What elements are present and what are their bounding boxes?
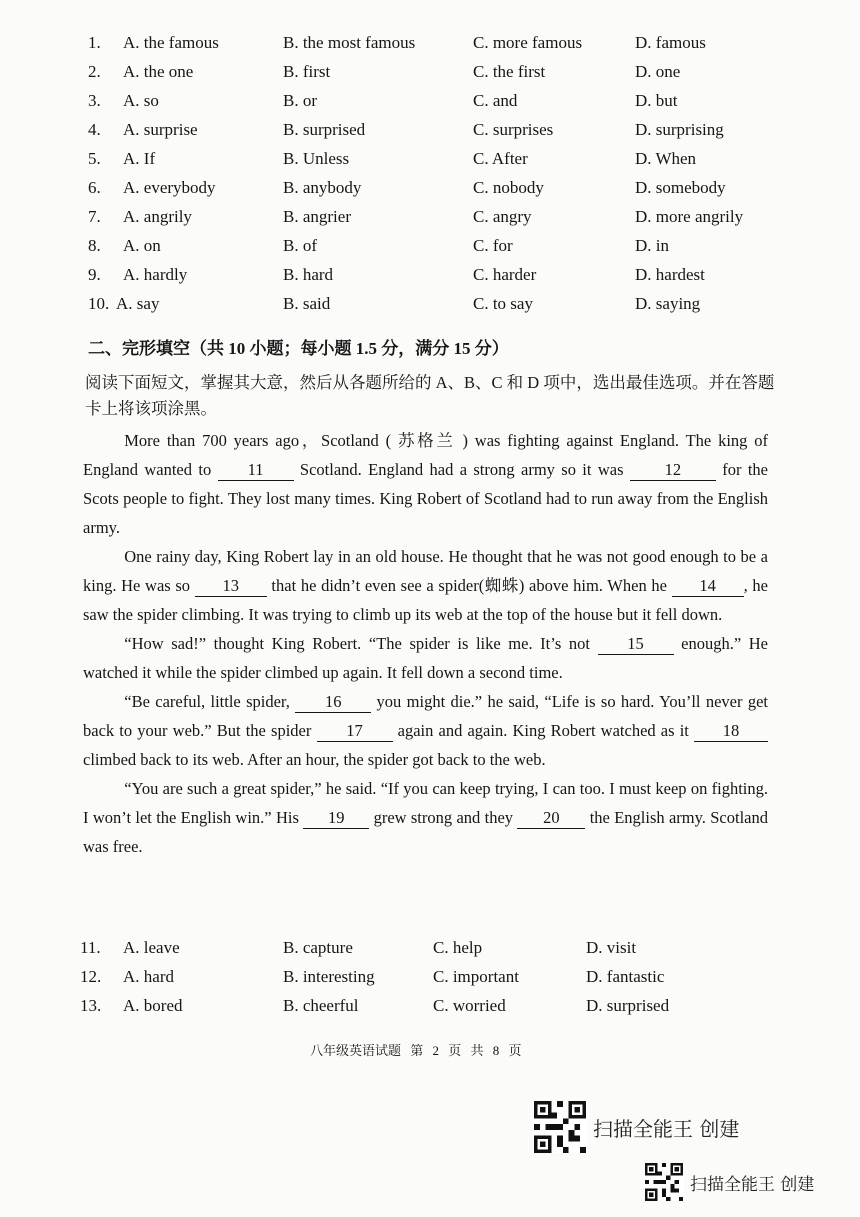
option-a: A. so [123, 91, 159, 110]
option-row [88, 294, 808, 322]
option-b: B. hard [283, 265, 334, 284]
option-d: D. somebody [635, 178, 726, 197]
scanner-watermark [644, 1163, 814, 1201]
blank-17: 17 [317, 721, 393, 742]
passage-text: “Be careful, little spider, [124, 692, 296, 711]
option-row [80, 996, 780, 1024]
passage-text: “You are such a great spider,” he said. “If you can keep trying, I can too. I must keep on fighting. I won’t let the English win.” His [83, 779, 768, 827]
option-row [88, 62, 808, 90]
option-a: A. If [123, 149, 156, 168]
option-d: D. famous [635, 33, 706, 52]
paragraph [83, 774, 768, 861]
question-number: 12. [80, 967, 102, 986]
option-d: D. surprised [586, 996, 670, 1015]
question-number: 5. [88, 149, 101, 168]
option-a: A. angrily [123, 207, 192, 226]
passage-text: grew strong and they [369, 808, 518, 827]
option-c: C. more famous [473, 33, 583, 52]
option-a: A. everybody [123, 178, 216, 197]
option-d: D. fantastic [586, 967, 665, 986]
qr-code-icon [644, 1163, 684, 1201]
option-a: A. the famous [123, 33, 219, 52]
option-c: C. important [433, 967, 519, 986]
paragraph [83, 629, 768, 687]
option-row [88, 91, 808, 119]
question-number: 11. [80, 938, 101, 957]
question-number: 1. [88, 33, 101, 52]
question-number: 13. [80, 996, 102, 1015]
option-d: D. more angrily [635, 207, 744, 226]
section-heading: 二、完形填空（共 10 小题；每小题 1.5 分，满分 15 分） [88, 339, 509, 358]
question-number: 8. [88, 236, 101, 255]
watermark-text: 扫描全能王 创建 [593, 1116, 740, 1141]
cloze-passage [83, 426, 768, 861]
question-number: 9. [88, 265, 101, 284]
option-a: A. say [116, 294, 160, 313]
paragraph [83, 542, 768, 629]
option-row [88, 33, 808, 61]
question-number: 7. [88, 207, 101, 226]
option-c: C. worried [433, 996, 506, 1015]
option-d: D. one [635, 62, 681, 81]
option-c: C. surprises [473, 120, 554, 139]
option-b: B. said [283, 294, 331, 313]
blank-14: 14 [672, 576, 744, 597]
blank-18: 18 [694, 721, 768, 742]
option-d: D. When [635, 149, 697, 168]
option-d: D. in [635, 236, 669, 255]
option-row [80, 938, 780, 966]
option-a: A. leave [123, 938, 180, 957]
passage-text: for the Scots people to fight. They lost many times. King Robert of Scotland had to run away from the English army. [83, 460, 769, 537]
option-b: B. Unless [283, 149, 350, 168]
option-a: A. bored [123, 996, 183, 1015]
passage-text: , he saw the spider climbing. It was trying to climb up its web at the top of the house but it fell down. [83, 576, 768, 624]
option-a: A. hard [123, 967, 174, 986]
option-c: C. the first [473, 62, 546, 81]
passage-text: Scotland. England had a strong army so it was [293, 460, 630, 479]
question-number: 4. [88, 120, 101, 139]
option-d: D. hardest [635, 265, 705, 284]
blank-20: 20 [517, 808, 585, 829]
option-row [88, 236, 808, 264]
option-b: B. of [283, 236, 317, 255]
option-c: C. angry [473, 207, 532, 226]
option-b: B. capture [283, 938, 353, 957]
option-row [88, 149, 808, 177]
option-row [88, 207, 808, 235]
option-b: B. angrier [283, 207, 351, 226]
blank-12: 12 [630, 460, 716, 481]
blank-15: 15 [598, 634, 674, 655]
option-b: B. or [283, 91, 317, 110]
passage-text: again and again. King Robert watched as it [392, 721, 695, 740]
option-row [88, 120, 808, 148]
option-d: D. surprising [635, 120, 724, 139]
option-b: B. first [283, 62, 331, 81]
option-c: C. for [473, 236, 513, 255]
option-a: A. the one [123, 62, 194, 81]
option-c: C. to say [473, 294, 533, 313]
option-d: D. saying [635, 294, 701, 313]
passage-text: More than 700 years ago，Scotland ( 苏格兰 ) was fighting against England. The king of England wanted to [83, 431, 768, 479]
option-b: B. cheerful [283, 996, 359, 1015]
blank-11: 11 [218, 460, 294, 481]
option-b: B. surprised [283, 120, 366, 139]
option-a: A. on [123, 236, 161, 255]
blank-19: 19 [303, 808, 369, 829]
option-c: C. nobody [473, 178, 544, 197]
question-number: 6. [88, 178, 101, 197]
option-row [88, 265, 808, 293]
passage-text: the English army. Scotland was free. [83, 808, 768, 856]
option-a: A. hardly [123, 265, 188, 284]
question-number: 10. [88, 294, 110, 313]
passage-text: that he didn’t even see a spider(蜘蛛) above him. When he [266, 576, 672, 595]
question-number: 3. [88, 91, 101, 110]
qr-code-icon [533, 1101, 587, 1153]
question-number: 2. [88, 62, 101, 81]
option-b: B. interesting [283, 967, 375, 986]
paragraph [83, 426, 768, 542]
passage-text: enough.” He watched it while the spider climbed up again. It fell down a second time. [83, 634, 768, 682]
section-instructions: 阅读下面短文，掌握其大意，然后从各题所给的 A、B、C 和 D 项中，选出最佳选项。并在答题卡上将该项涂黑。 [85, 373, 775, 418]
option-c: C. and [473, 91, 518, 110]
blank-16: 16 [295, 692, 371, 713]
paragraph [83, 687, 768, 774]
option-a: A. surprise [123, 120, 198, 139]
watermark-text: 扫描全能王 创建 [690, 1174, 815, 1195]
passage-text: climbed back to its web. After an hour, the spider got back to the web. [83, 750, 546, 769]
option-d: D. but [635, 91, 678, 110]
option-row [88, 178, 808, 206]
option-b: B. the most famous [283, 33, 416, 52]
option-c: C. harder [473, 265, 537, 284]
passage-text: “How sad!” thought King Robert. “The spider is like me. It’s not [124, 634, 598, 653]
option-b: B. anybody [283, 178, 362, 197]
scanner-watermark [533, 1101, 739, 1153]
passage-text: One rainy day, King Robert lay in an old house. He thought that he was not good enough to be a king. He was so [83, 547, 768, 595]
option-row [80, 967, 780, 995]
passage-text: you might die.” he said, “Life is so hard. You’ll never get back to your web.” But the spider [83, 692, 768, 740]
option-c: C. After [473, 149, 528, 168]
blank-13: 13 [195, 576, 267, 597]
page-footer: 八年级英语试题 第 2 页 共 8 页 [310, 1043, 522, 1058]
option-d: D. visit [586, 938, 637, 957]
option-c: C. help [433, 938, 483, 957]
